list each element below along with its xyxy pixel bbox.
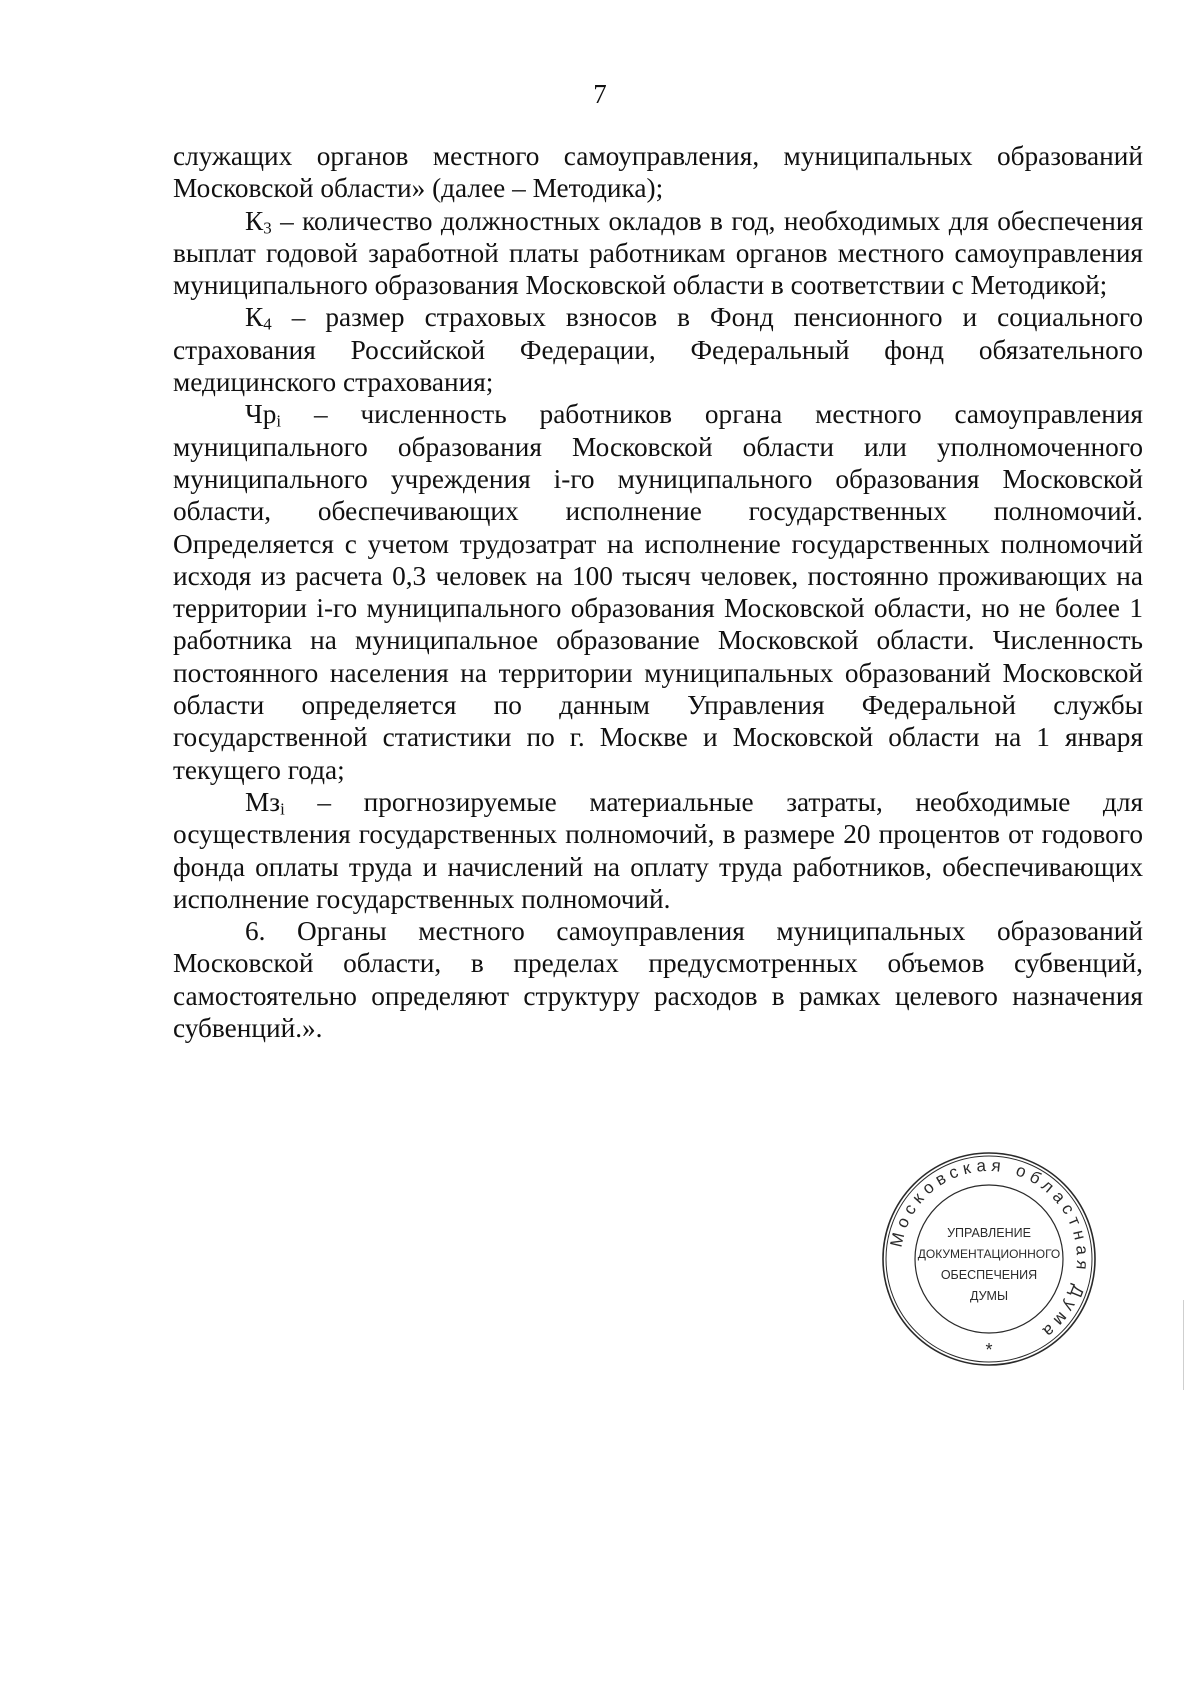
stamp-line-4: ДУМЫ	[969, 1289, 1009, 1303]
paragraph-k3-definition	[173, 205, 1143, 302]
symbol-chr-i: $Чр_i$	[245, 399, 282, 431]
paragraph-item-6: 6. Органы местного самоуправления муниципальных образований Московской области, в пределах предусмотренных объемов субвенций, самостоятельно определяют структуру расходов в рамках целевого назначения субвенций.».	[173, 916, 1143, 1044]
k3-definition-text: – количество должностных окладов в год, необходимых для обеспечения выплат годовой заработной платы работникам органов местного самоуправления муниципального образования Московской области в соответствии с Методикой;	[173, 205, 1143, 301]
stamp-star-icon: *	[985, 1340, 993, 1360]
paragraph-k4-definition	[173, 301, 1143, 398]
symbol-k4: $К_4$	[245, 302, 272, 334]
chr-definition-text: – численность работников органа местного самоуправления муниципального образования Московской области или уполномоченного муниципального учреждения i-го муниципального образования Московской области, обеспечивающих исполнение государственных полномочий. Определяется с учетом трудозатрат на исполнение государственных полномочий исходя из расчета 0,3 человек на 100 тысяч человек, постоянно проживающих на территории i-го муниципального образования Московской области, но не более 1 работника на муниципальное образование Московской области. Численность постоянного населения на территории муниципальных образований Московской области определяется по данным Управления Федеральной службы государственной статистики по г. Москве и Московской области на 1 января текущего года;	[173, 399, 1143, 785]
paragraph-continuation: служащих органов местного самоуправления, муниципальных образований Московской области» (далее – Методика);	[173, 141, 1143, 204]
k4-definition-text: – размер страховых взносов в Фонд пенсионного и социального страхования Российской Федерации, Федеральный фонд обязательного медицинского страхования;	[173, 302, 1143, 398]
official-stamp	[878, 1148, 1100, 1370]
symbol-mz-i: $Мз_i$	[245, 786, 285, 819]
paragraph-chr-definition	[173, 398, 1143, 786]
stamp-ring-text: Московская областная Дума	[886, 1155, 1093, 1345]
stamp-line-3: ОБЕСПЕЧЕНИЯ	[940, 1268, 1038, 1282]
page-number: 7	[593, 79, 607, 109]
stamp-line-2: ДОКУМЕНТАЦИОННОГО	[917, 1247, 1061, 1261]
paragraph-mz-definition	[173, 786, 1143, 915]
scan-margin-line	[1183, 1300, 1184, 1390]
symbol-k3: $К_3$	[245, 205, 272, 237]
document-body	[173, 140, 1143, 1044]
mz-definition-text: – прогнозируемые материальные затраты, необходимые для осуществления государственных полномочий, в размере 20 процентов от годового фонда оплаты труда и начислений на оплату труда работников, обеспечивающих исполнение государственных полномочий.	[173, 786, 1143, 914]
stamp-line-1: УПРАВЛЕНИЕ	[947, 1226, 1031, 1240]
